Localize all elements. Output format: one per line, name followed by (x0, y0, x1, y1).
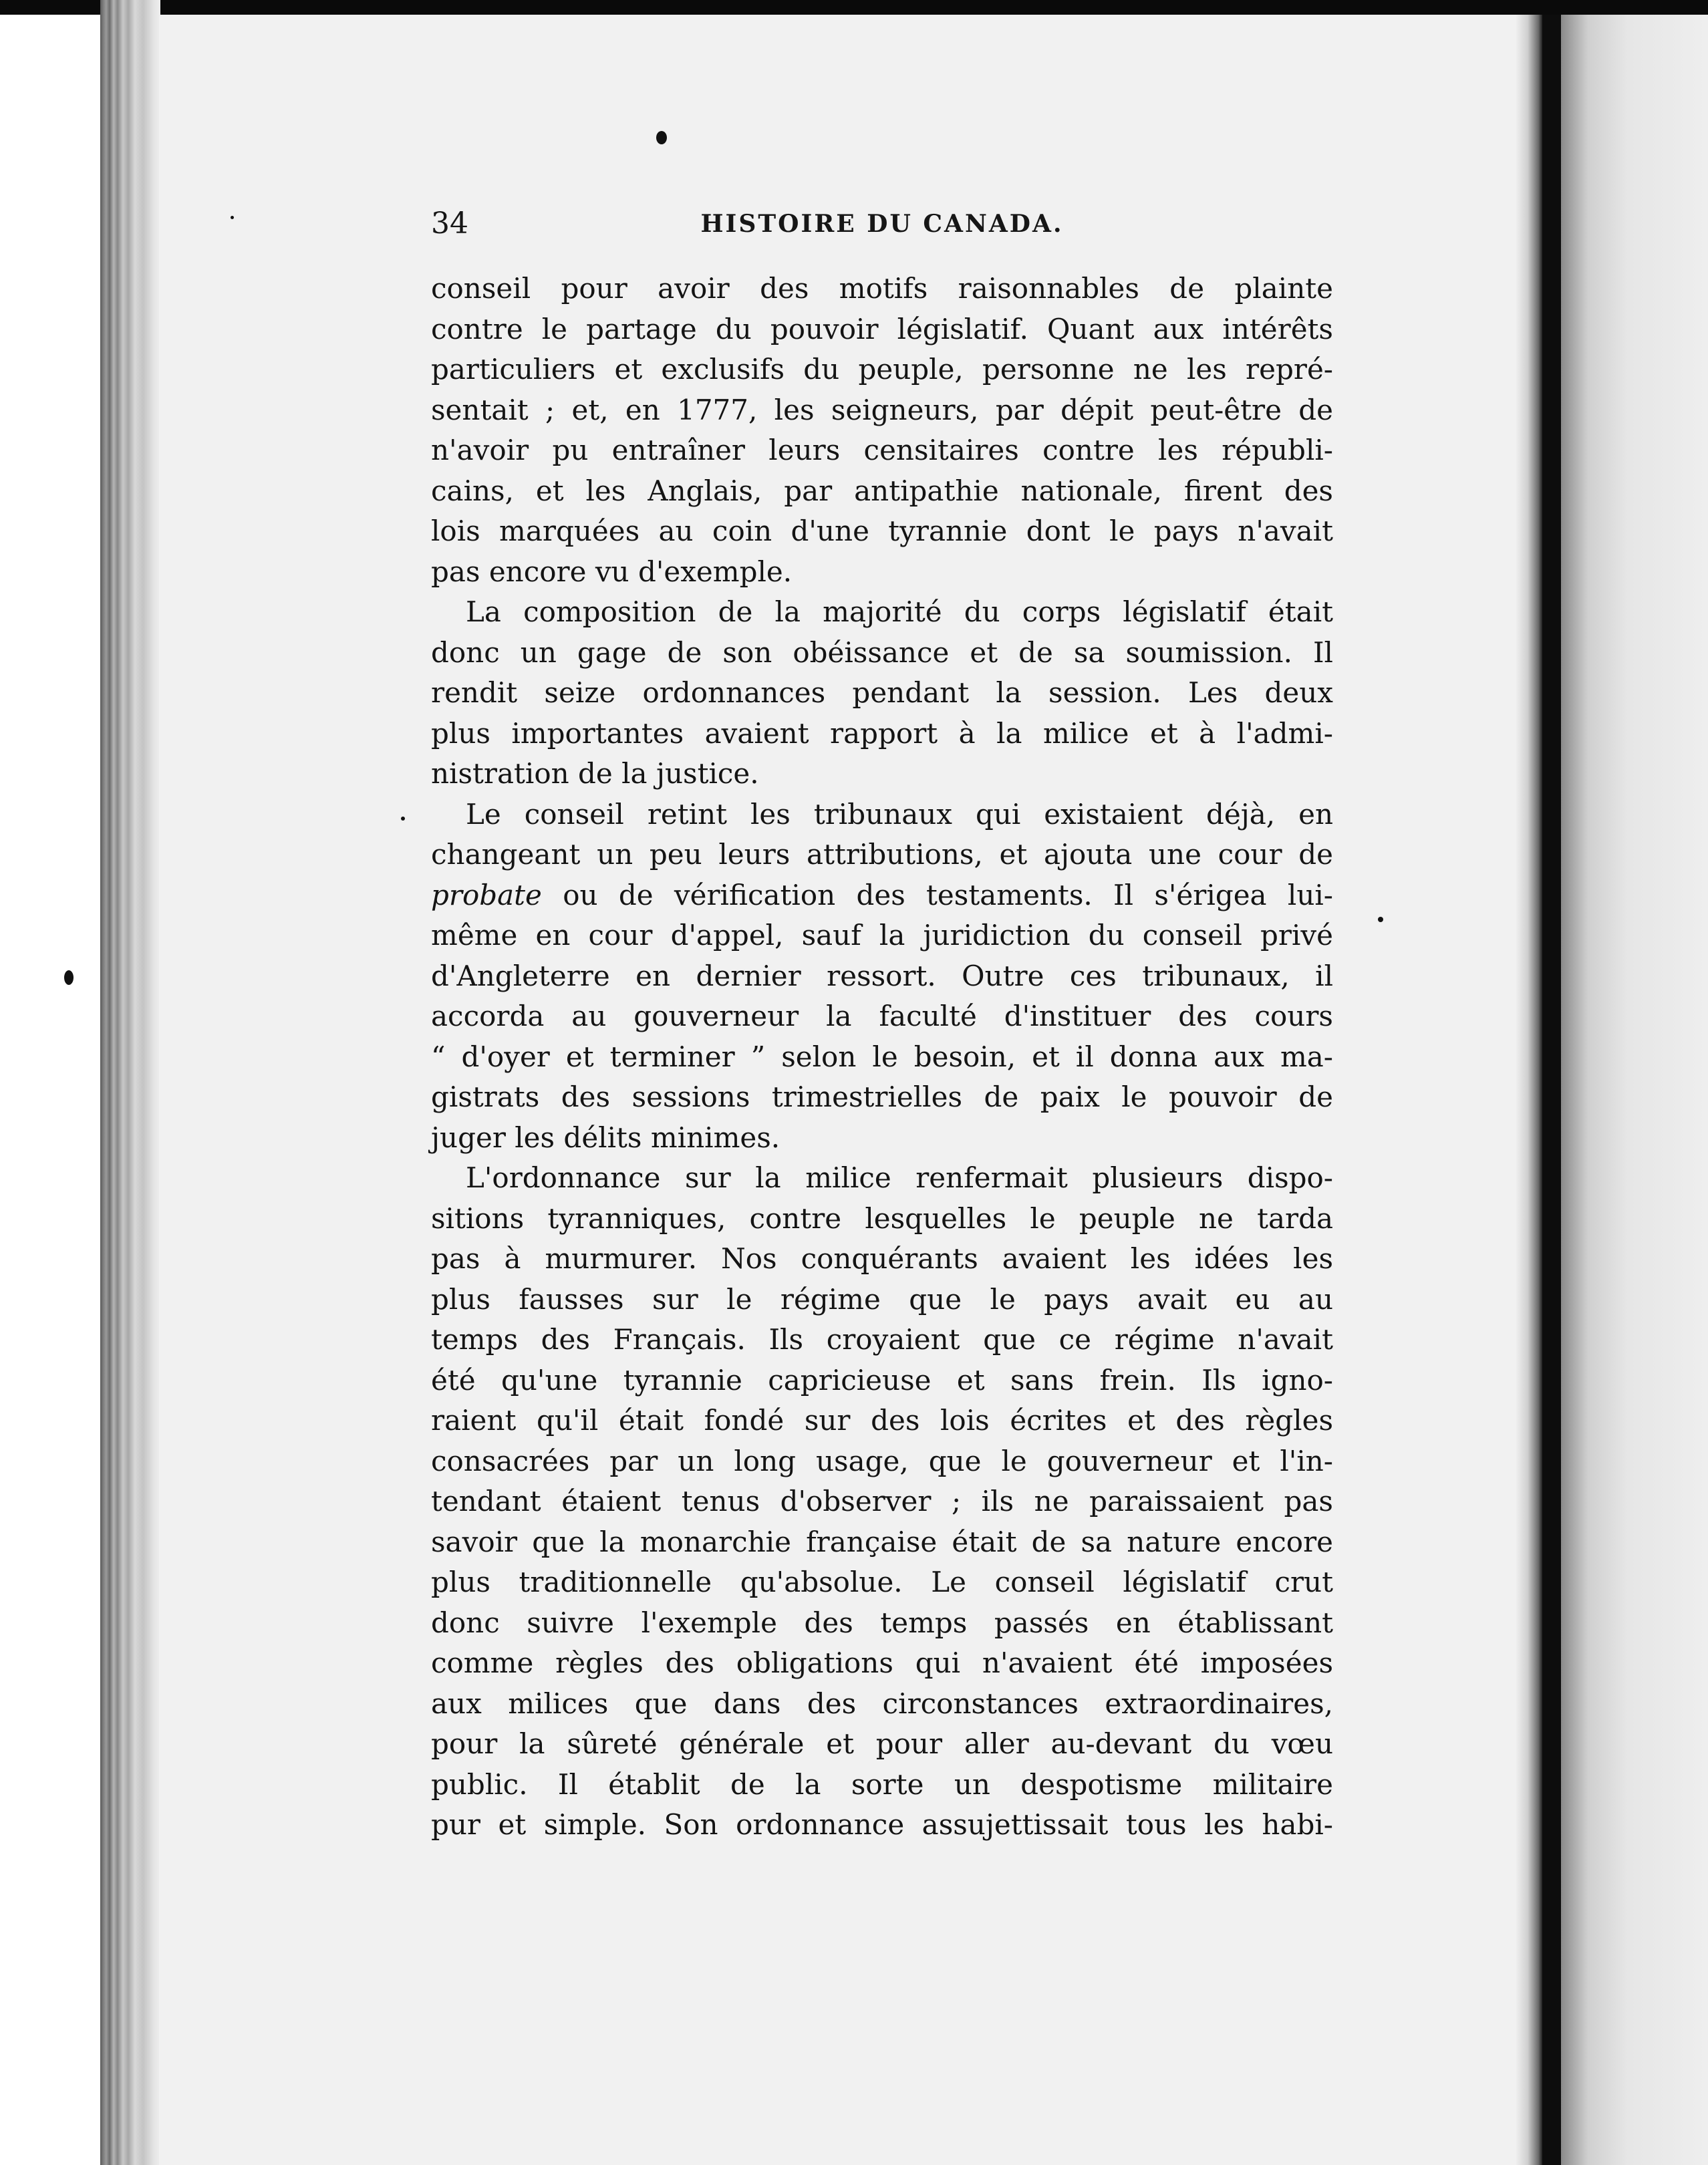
text-line: public. Il établit de la sorte un despotisme militaire (431, 1767, 1333, 1801)
text-line: accorda au gouverneur la faculté d'instituer des cours (431, 1000, 1333, 1032)
text-line: gistrats des sessions trimestrielles de paix le pouvoir de (431, 1080, 1333, 1113)
ink-speck (64, 970, 74, 985)
text-line: pas encore vu d'exemple. (431, 555, 793, 588)
text-line: donc un gage de son obéissance et de sa soumission. Il (431, 635, 1333, 669)
text-line: aux milices que dans des circonstances extraordinaires, (431, 1687, 1333, 1720)
ink-speck (1378, 917, 1383, 922)
stacked-page-edges (100, 0, 160, 2165)
page-divider (1542, 15, 1561, 2165)
text-line: consacrées par un long usage, que le gouverneur et l'in- (431, 1444, 1333, 1477)
gutter-shadow (1516, 15, 1542, 2165)
italic-term: probate (431, 878, 542, 911)
page-number: 34 (431, 206, 468, 241)
text-line: plus importantes avaient rapport à la milice et à l'admi- (431, 716, 1333, 750)
text-line: plus fausses sur le régime que le pays avait eu au (431, 1282, 1333, 1316)
text-line: “ d'oyer et terminer ” selon le besoin, et il donna aux ma- (431, 1040, 1333, 1073)
text-line: pur et simple. Son ordonnance assujettissait tous les habi- (431, 1808, 1333, 1841)
text-line: sitions tyranniques, contre lesquelles le peuple ne tarda (431, 1201, 1333, 1235)
text-line: cains, et les Anglais, par antipathie nationale, firent des (431, 474, 1333, 507)
text-fragment: ou de vérification des testaments. Il s'érigea lui- (563, 878, 1333, 911)
text-line: raient qu'il était fondé sur des lois écrites et des règles (431, 1404, 1333, 1437)
scan-top-border (0, 0, 1708, 15)
page-header (431, 200, 1333, 247)
text-line: plus traditionnelle qu'absolue. Le conseil législatif crut (431, 1566, 1333, 1598)
ink-speck (231, 216, 234, 219)
adjacent-page (1561, 15, 1708, 2165)
text-line: sentait ; et, en 1777, les seigneurs, par dépit peut-être de (431, 393, 1333, 426)
text-line: lois marquées au coin d'une tyrannie dont le pays n'avait (431, 515, 1333, 547)
text-line: savoir que la monarchie française était de sa nature encore (431, 1525, 1333, 1558)
text-line: nistration de la justice. (431, 757, 759, 790)
text-line: changeant un peu leurs attributions, et ajouta une cour de (431, 838, 1333, 871)
ink-speck (656, 131, 667, 144)
ink-speck (401, 817, 405, 821)
text-line: n'avoir pu entraîner leurs censitaires contre les républi- (431, 434, 1333, 466)
text-line: pour la sûreté générale et pour aller au-devant du vœu (431, 1727, 1333, 1760)
text-line: particuliers et exclusifs du peuple, personne ne les repré- (431, 353, 1333, 386)
text-line: comme règles des obligations qui n'avaient été imposées (431, 1646, 1333, 1679)
text-line: contre le partage du pouvoir législatif. Quant aux intérêts (431, 312, 1333, 345)
text-line: juger les délits minimes. (431, 1121, 780, 1154)
text-line: été qu'une tyrannie capricieuse et sans frein. Ils igno- (431, 1363, 1333, 1397)
text-line: conseil pour avoir des motifs raisonnables de plainte (431, 272, 1333, 305)
running-title: HISTOIRE DU CANADA. (700, 210, 1064, 238)
text-line: même en cour d'appel, sauf la juridiction du conseil privé (431, 919, 1333, 952)
text-line: temps des Français. Ils croyaient que ce régime n'avait (431, 1323, 1333, 1356)
text-line: rendit seize ordonnances pendant la session. Les deux (431, 676, 1333, 709)
text-line: Le conseil retint les tribunaux qui existaient déjà, en (466, 797, 1333, 831)
text-line: tendant étaient tenus d'observer ; ils ne paraissaient pas (431, 1485, 1333, 1518)
text-line: pas à murmurer. Nos conquérants avaient les idées les (431, 1242, 1333, 1275)
text-line: La composition de la majorité du corps législatif était (466, 595, 1333, 628)
text-line: donc suivre l'exemple des temps passés en établissant (431, 1606, 1333, 1639)
text-line: d'Angleterre en dernier ressort. Outre ces tribunaux, il (431, 959, 1333, 992)
text-line: L'ordonnance sur la milice renfermait plusieurs dispo- (466, 1161, 1333, 1194)
text-line (431, 875, 1333, 916)
body-text (431, 269, 1333, 1846)
